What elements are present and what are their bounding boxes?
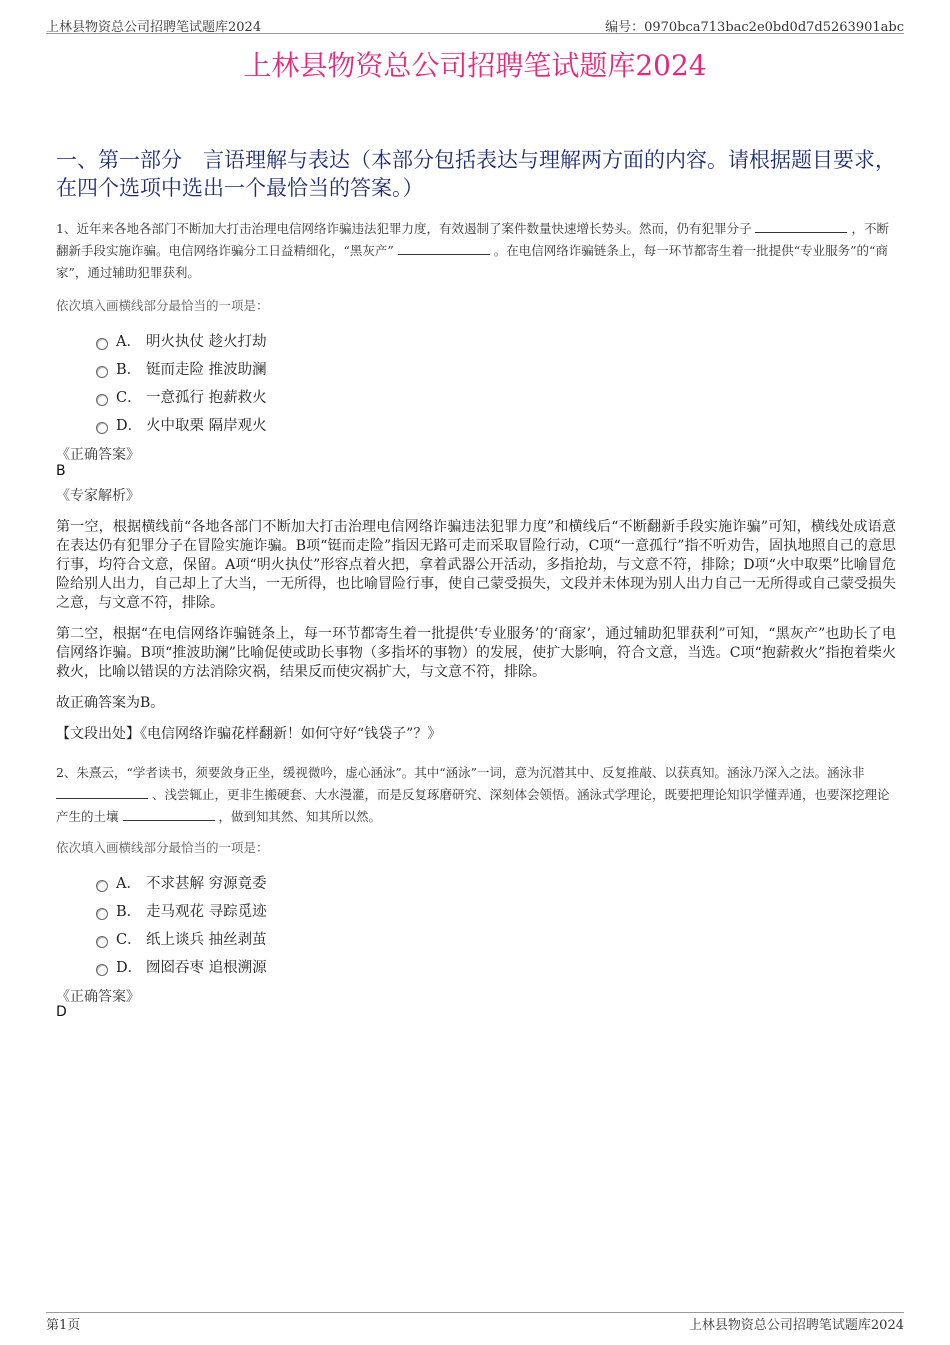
analysis-label: 《专家解析》: [56, 488, 140, 504]
radio-icon[interactable]: [96, 338, 108, 350]
answer-label: 《正确答案》: [56, 447, 140, 463]
analysis-paragraph: 第二空，根据“在电信网络诈骗链条上，每一环节都寄生着一批提供‘专业服务’的‘商家’，通过辅助犯罪获利”可知，“黑灰产”也助长了电信网络诈骗。B项“推波助澜”比喻促使或助长事物（多指坏的事物）的发展，使扩大影响，符合文意，当选。C项“抱薪救火”指抱着柴火救火，比喻以错误的方法消除灾祸，结果反而使灾祸扩大，与文意不符，排除。: [56, 626, 896, 680]
radio-icon[interactable]: [96, 394, 108, 406]
question-2-prompt: 依次填入画横线部分最恰当的一项是：: [56, 840, 269, 855]
analysis-paragraph: 第一空，根据横线前“各地各部门不断加大打击治理电信网络诈骗违法犯罪力度”和横线后“不断翻新手段实施诈骗”可知，横线处成语意在表达仍有犯罪分子在冒险实施诈骗。B项“铤而走险”指因无路可走而采取冒险行动，C项“一意孤行”指不听劝告，固执地照自己的意思行事，均符合文意，保留。A项“明火执仗”形容点着火把，拿着武器公开活动，多指抢劫，与文意不符，排除；D项“火中取栗”比喻冒危险给别人出力，自己却上了大当，一无所得，也比喻冒险行事，使自己蒙受损失，文段并未体现为别人出力自己一无所得或自己蒙受损失之意，与文意不符，排除。: [56, 519, 896, 611]
header-left: 上林县物资总公司招聘笔试题库2024: [46, 20, 262, 35]
question-1-option-c[interactable]: C． 一意孤行 抱薪救火: [96, 386, 267, 408]
section-heading: 一、第一部分 言语理解与表达（本部分包括表达与理解两方面的内容。请根据题目要求，在四个选项中选出一个最恰当的答案。）: [56, 148, 896, 200]
radio-icon[interactable]: [96, 908, 108, 920]
radio-icon[interactable]: [96, 880, 108, 892]
answer-value: B: [56, 463, 66, 479]
question-2-option-d[interactable]: D． 囫囵吞枣 追根溯源: [96, 956, 267, 978]
radio-icon[interactable]: [96, 422, 108, 434]
question-1-text: [56, 218, 896, 284]
question-1-part-2: ，不断翻新手段实施诈骗。电信网络诈骗分工日益精细化，“黑灰产”: [56, 221, 889, 258]
question-1-option-b[interactable]: B． 铤而走险 推波助澜: [96, 358, 267, 380]
answer-value: D: [56, 1004, 67, 1020]
page-number: 第1页: [46, 1318, 81, 1333]
answer-blank: [123, 808, 215, 821]
answer-blank: [755, 220, 847, 233]
question-2-part-3: ，做到知其然、知其所以然。: [218, 809, 381, 824]
analysis-conclusion: 故正确答案为B。: [56, 695, 165, 711]
answer-blank: [398, 242, 490, 255]
question-1-prompt: 依次填入画横线部分最恰当的一项是：: [56, 298, 269, 313]
radio-icon[interactable]: [96, 964, 108, 976]
radio-icon[interactable]: [96, 936, 108, 948]
question-1-option-a[interactable]: A． 明火执仗 趁火打劫: [96, 330, 267, 352]
question-2-text: [56, 762, 896, 828]
header-divider: [46, 33, 904, 34]
question-2-option-b[interactable]: B． 走马观花 寻踪觅迹: [96, 900, 267, 922]
footer-title: 上林县物资总公司招聘笔试题库2024: [688, 1318, 904, 1333]
question-2-option-a[interactable]: A． 不求甚解 穷源竟委: [96, 872, 267, 894]
answer-label: 《正确答案》: [56, 989, 140, 1005]
answer-blank: [56, 786, 148, 799]
page-title: 上林县物资总公司招聘笔试题库2024: [243, 49, 707, 82]
question-2-part-1: 2、朱熹云，“学者读书，须要敛身正坐，缓视微吟，虚心涵泳”。其中“涵泳”一词，意为沉潜其中、反复推敲、以获真知。涵泳乃深入之法。涵泳非: [56, 765, 865, 780]
question-1-part-1: 1、近年来各地各部门不断加大打击治理电信网络诈骗违法犯罪力度，有效遏制了案件数量快速增长势头。然而，仍有犯罪分子: [56, 221, 752, 236]
source-citation: 【文段出处】《电信网络诈骗花样翻新！如何守好“钱袋子”？》: [56, 726, 442, 742]
question-1-part-3: 。在电信网络诈骗链条上，每一环节都寄生着一批提供“专业服务”的“商家”，通过辅助犯罪获利。: [56, 243, 888, 280]
question-2-option-c[interactable]: C． 纸上谈兵 抽丝剥茧: [96, 928, 267, 950]
question-1-option-d[interactable]: D． 火中取栗 隔岸观火: [96, 414, 267, 436]
footer-divider: [46, 1312, 904, 1313]
radio-icon[interactable]: [96, 366, 108, 378]
question-2-part-2: 、浅尝辄止，更非生搬硬套、大水漫灌，而是反复琢磨研究、深刻体会领悟。涵泳式学理论，既要把理论知识学懂弄通，也要深挖理论产生的土壤: [56, 787, 890, 824]
header-doc-number: 编号：0970bca713bac2e0bd0d7d5263901abc: [605, 20, 904, 35]
